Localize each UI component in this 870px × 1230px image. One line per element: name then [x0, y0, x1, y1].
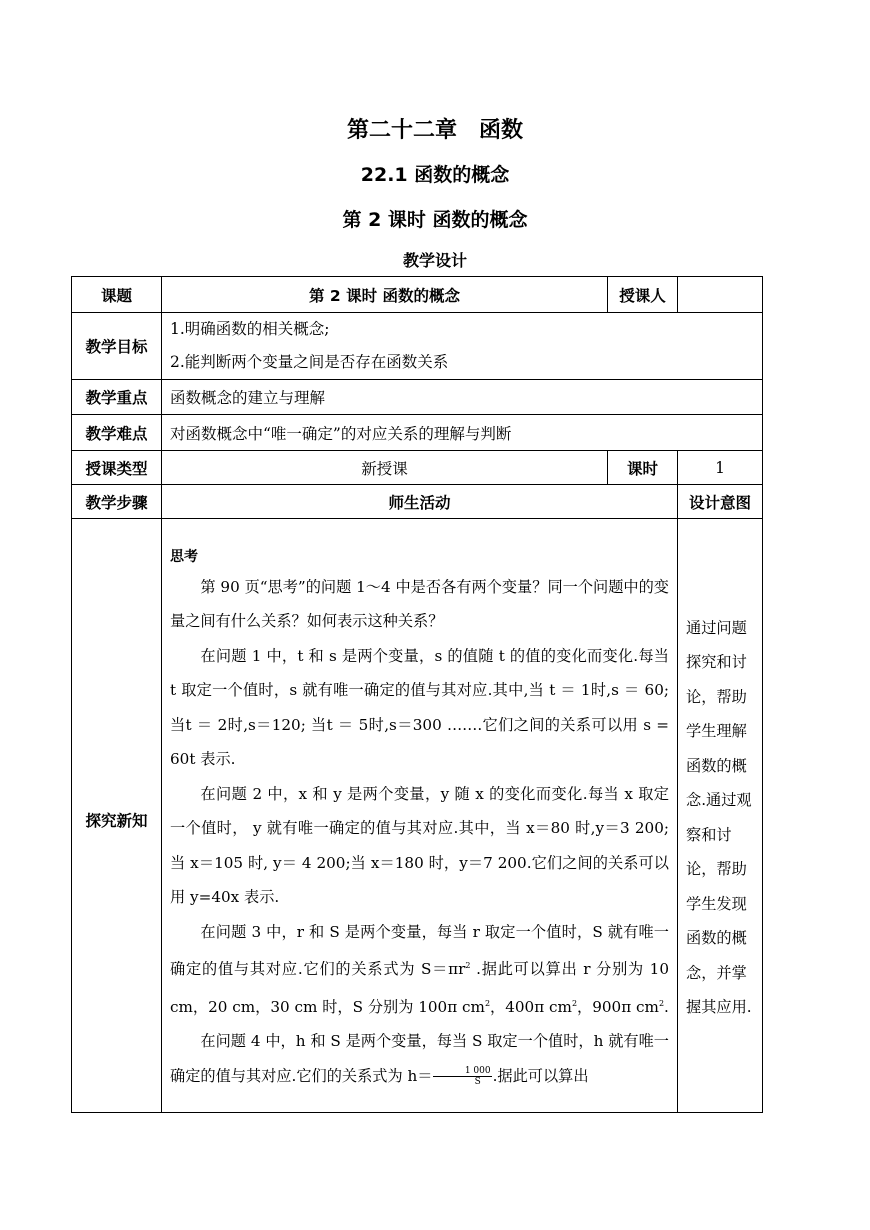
table-row-goals: [72, 313, 763, 380]
goal-item-1: 1.明确函数的相关概念;: [170, 320, 330, 338]
activity-text: [170, 570, 669, 1094]
superscript: 2: [658, 998, 665, 1008]
goal-item-2: 2.能判断两个变量之间是否存在函数关系: [170, 353, 449, 371]
fraction-denominator: S: [474, 1077, 481, 1088]
superscript: 2: [571, 998, 578, 1008]
table-row-explore: [72, 519, 763, 1113]
paragraph-4-part-a: 在问题 3 中，r 和 S 是两个变量，每当 r 取定一个值时，S 就有唯一确定的值与其对应.它们的关系式为 S＝πr: [170, 922, 669, 979]
key-value: 函数概念的建立与理解: [162, 380, 763, 415]
activity-label: 师生活动: [162, 485, 678, 519]
superscript: 2: [465, 961, 471, 971]
steps-label: 教学步骤: [72, 485, 162, 519]
think-label: 思考: [170, 548, 198, 565]
paragraph-5: [170, 1024, 669, 1093]
difficulty-label: 教学难点: [72, 415, 162, 451]
paragraph-4-part-d: ，900π cm: [577, 997, 659, 1016]
superscript: 2: [484, 998, 491, 1008]
hours-label: 课时: [608, 451, 678, 485]
paragraph-5-part-a: 在问题 4 中，h 和 S 是两个变量，每当 S 取定一个值时，h 就有唯一确定的值与其对应.它们的关系式为 h＝: [170, 1032, 669, 1085]
paragraph-4-part-b: .据此可以算出 r 分别为 10 cm，20 cm，30 cm 时，S 分别为 100π cm: [170, 960, 669, 1016]
table-row-difficulty: [72, 415, 763, 451]
goal-value: [162, 313, 763, 380]
hours-value: 1: [678, 451, 763, 485]
fraction-numerator: 1 000: [433, 1066, 491, 1077]
paragraph-4-part-e: .: [664, 997, 669, 1016]
intent-text: 通过问题探究和讨论，帮助学生理解函数的概念.通过观察和讨论，帮助学生发现函数的概念，并掌握其应用.: [686, 618, 752, 1016]
key-label: 教学重点: [72, 380, 162, 415]
topic-label: 课题: [72, 277, 162, 313]
fraction: [433, 1066, 491, 1087]
paragraph-5-part-b: .据此可以算出: [492, 1066, 589, 1085]
step-name: 探究新知: [72, 519, 162, 1113]
activity-content: [162, 519, 678, 1113]
intent-label: 设计意图: [678, 485, 763, 519]
paragraph-2: 在问题 1 中，t 和 s 是两个变量，s 的值随 t 的值的变化而变化.每当 t 取定一个值时，s 就有唯一确定的值与其对应.其中,当 t ＝ 1时,s ＝ 60; 当t ＝ 2时,s＝120; 当t ＝ 5时,s＝300 …….它们之间的关系可以用 s = 60t 表示.: [170, 646, 669, 769]
design-subtitle: 教学设计: [402, 251, 467, 270]
difficulty-value: 对函数概念中“唯一确定”的对应关系的理解与判断: [162, 415, 763, 451]
table-row-type: [72, 451, 763, 485]
intent-content: [678, 519, 763, 1113]
lesson-title: 第 2 课时 函数的概念: [342, 209, 528, 231]
teacher-label: 授课人: [608, 277, 678, 313]
paragraph-1: 第 90 页“思考”的问题 1～4 中是否各有两个变量？同一个问题中的变量之间有什么关系？如何表示这种关系？: [170, 577, 669, 631]
paragraph-3: 在问题 2 中，x 和 y 是两个变量，y 随 x 的变化而变化.每当 x 取定一个值时， y 就有唯一确定的值与其对应.其中，当 x＝80 时,y＝3 200;当 x＝105 时, y＝ 4 200;当 x＝180 时，y＝7 200.它们之间的关系可以用 y=40x 表示.: [170, 784, 669, 907]
paragraph-4: [170, 915, 669, 1025]
chapter-title: 第二十二章 函数: [346, 118, 523, 143]
table-row-key: [72, 380, 763, 415]
teacher-value: [678, 277, 763, 313]
table-row-topic: [72, 277, 763, 313]
type-value: 新授课: [162, 451, 608, 485]
paragraph-4-part-c: ，400π cm: [490, 997, 572, 1016]
lesson-plan-table: [71, 276, 763, 1113]
section-title: 22.1 函数的概念: [360, 164, 510, 186]
type-label: 授课类型: [72, 451, 162, 485]
topic-value: 第 2 课时 函数的概念: [162, 277, 608, 313]
table-row-header: [72, 485, 763, 519]
goal-label: 教学目标: [72, 313, 162, 380]
